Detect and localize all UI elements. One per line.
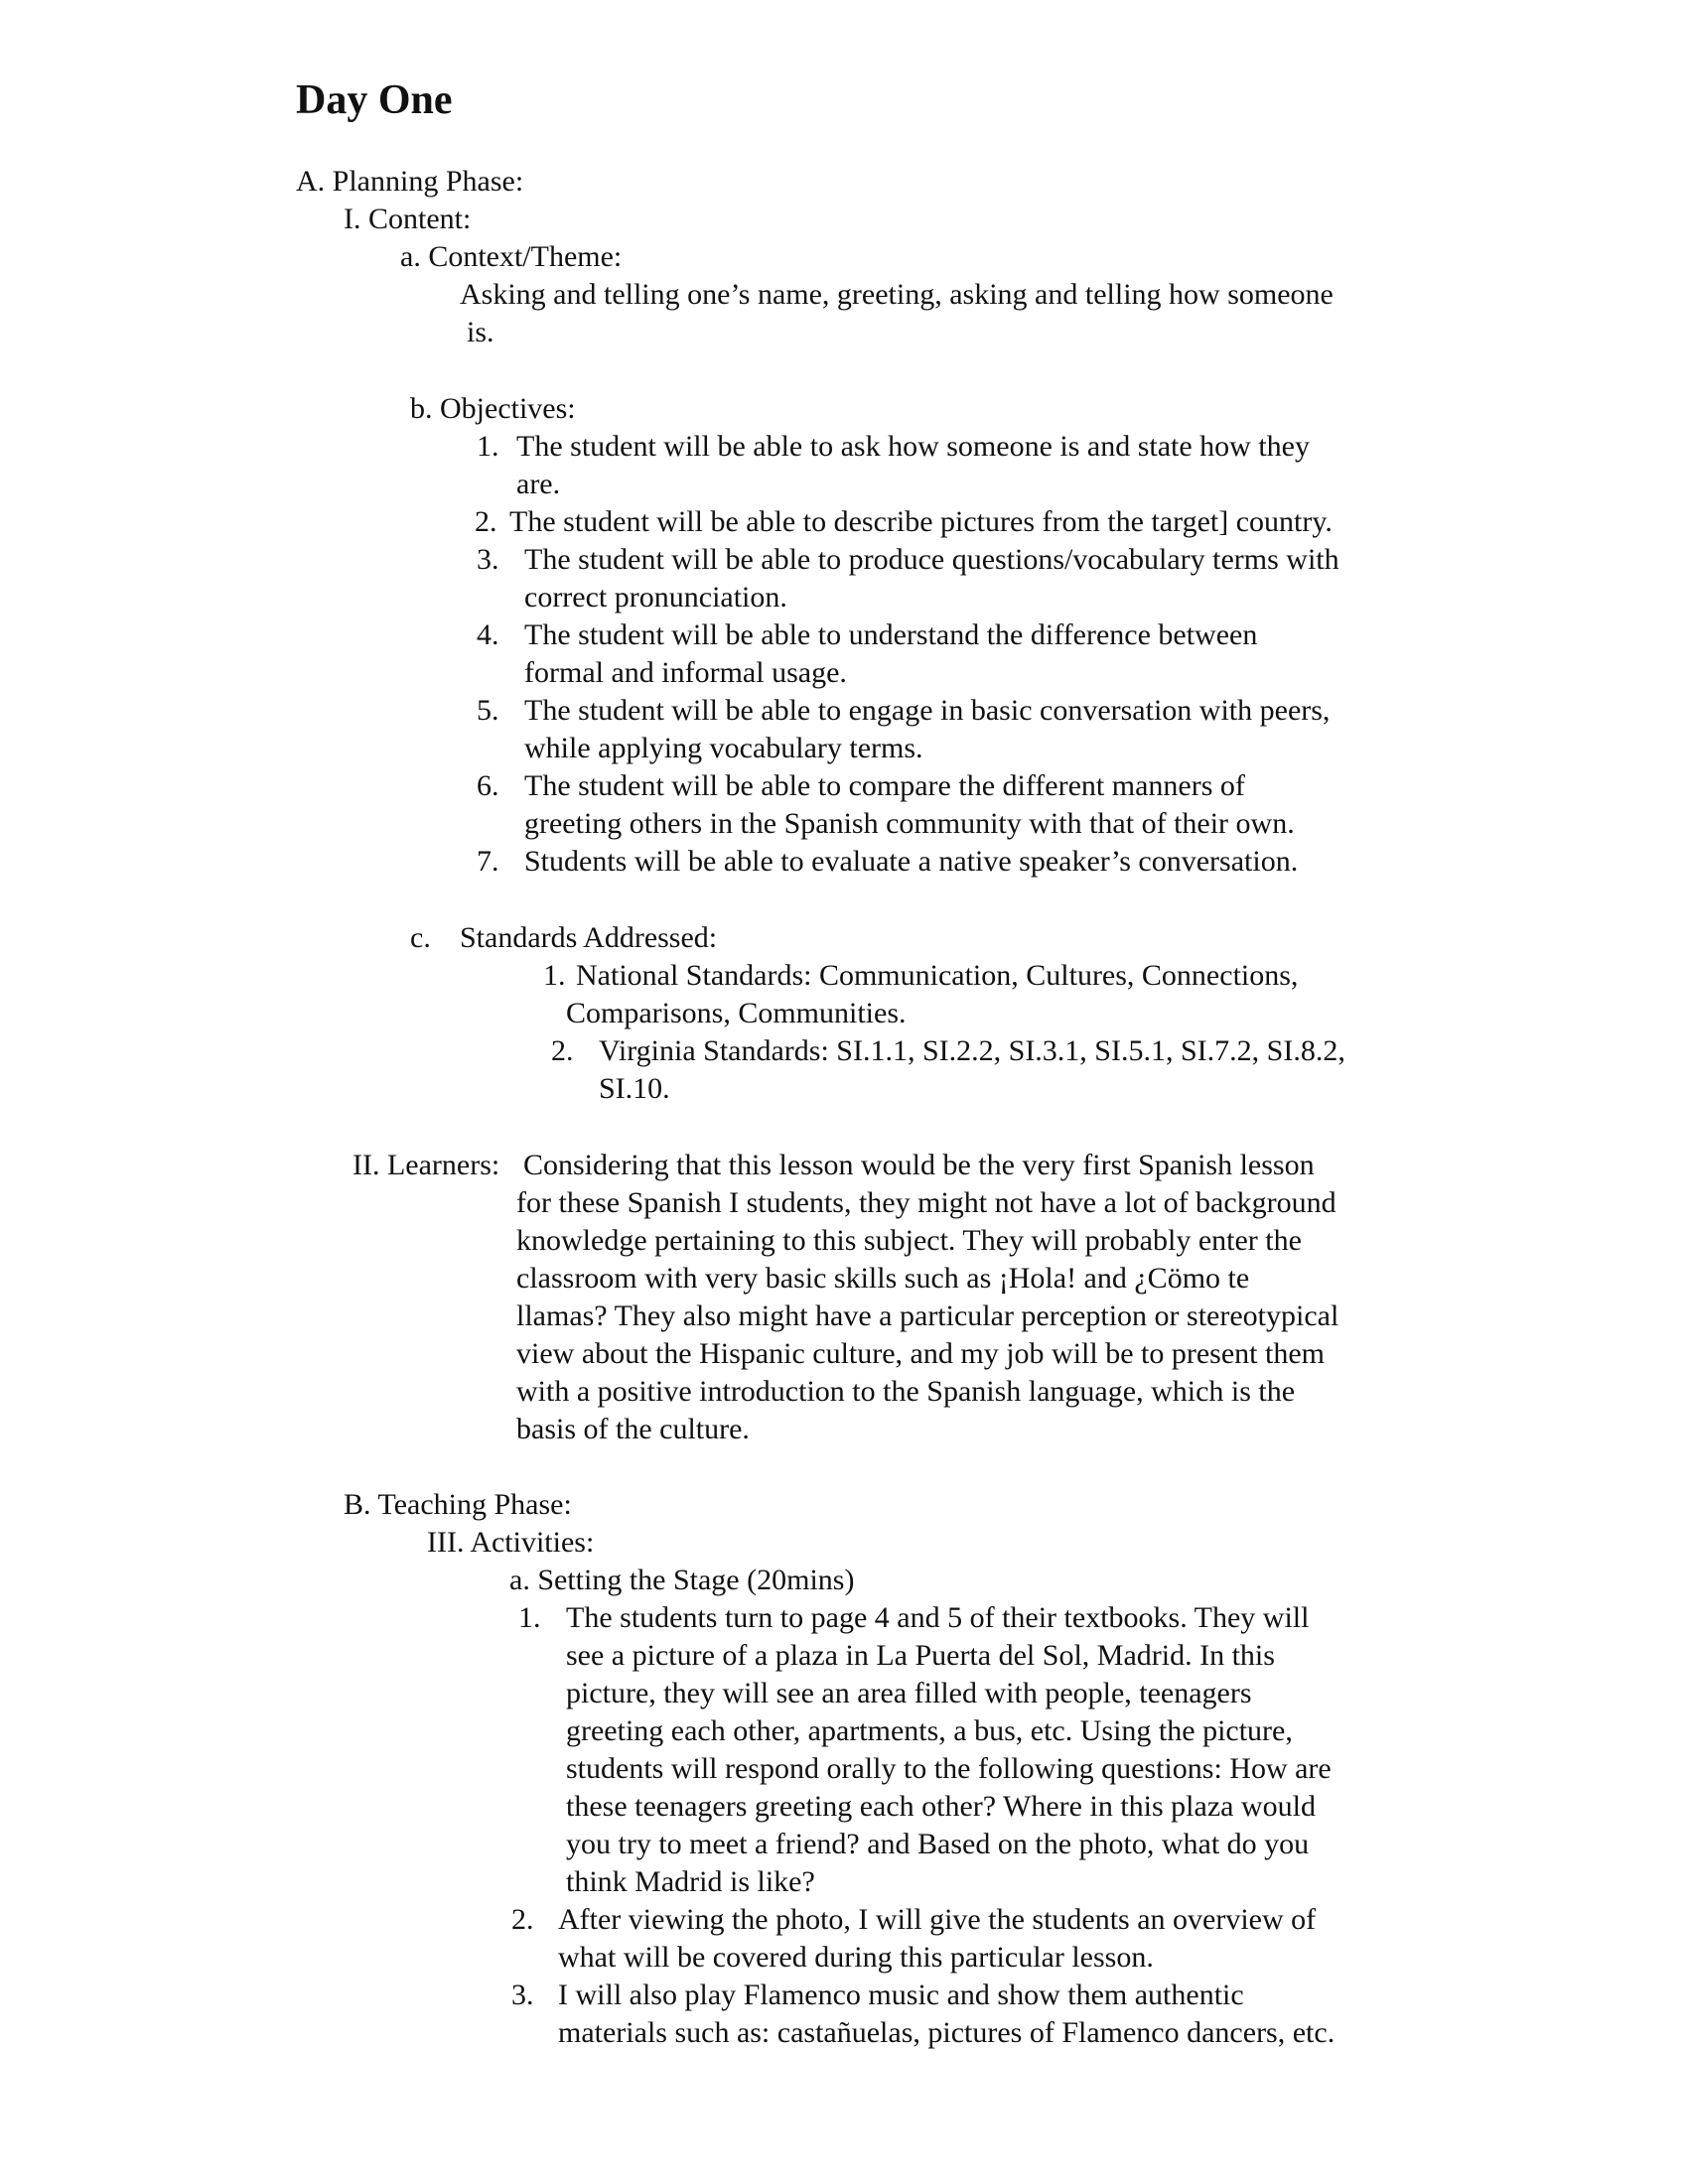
standards-heading: Standards Addressed:: [460, 921, 718, 954]
activity-line: After viewing the photo, I will give the students an overview of: [558, 1903, 1317, 1936]
standard-line: National Standards: Communication, Cultures, Connections,: [576, 959, 1299, 992]
learners-line: llamas? They also might have a particular perception or stereotypical: [516, 1299, 1339, 1332]
objective-line: The student will be able to understand the difference between: [524, 618, 1258, 651]
objective-number: 3.: [477, 543, 499, 576]
objective-number: 6.: [477, 769, 499, 802]
activity-line: these teenagers greeting each other? Where in this plaza would: [566, 1790, 1316, 1823]
objective-line: The student will be able to engage in basic conversation with peers,: [524, 694, 1331, 727]
standard-line: Virginia Standards: SI.1.1, SI.2.2, SI.3.1, SI.5.1, SI.7.2, SI.8.2,: [599, 1034, 1345, 1067]
teaching-phase-heading: B. Teaching Phase:: [344, 1488, 572, 1521]
activity-line: see a picture of a plaza in La Puerta del Sol, Madrid. In this: [566, 1639, 1275, 1672]
planning-phase-heading: A. Planning Phase:: [296, 165, 524, 198]
objective-number: 2.: [475, 505, 497, 538]
activities-heading: III. Activities:: [427, 1526, 595, 1559]
learners-line: Considering that this lesson would be the very first Spanish lesson: [523, 1149, 1315, 1181]
setting-stage-heading: a. Setting the Stage (20mins): [509, 1564, 855, 1596]
learners-line: classroom with very basic skills such as ¡Hola! and ¿Cömo te: [516, 1262, 1250, 1295]
context-line-1: Asking and telling one’s name, greeting, asking and telling how someone: [460, 278, 1334, 311]
standards-label: c.: [410, 921, 431, 954]
activity-line: I will also play Flamenco music and show them authentic: [558, 1979, 1244, 2011]
objective-line: The student will be able to ask how someone is and state how they: [516, 430, 1310, 463]
objective-number: 1.: [477, 430, 499, 463]
learners-line: for these Spanish I students, they might not have a lot of background: [516, 1186, 1336, 1219]
context-line-2: is.: [467, 316, 494, 348]
activity-line: students will respond orally to the following questions: How are: [566, 1752, 1332, 1785]
activity-line: think Madrid is like?: [566, 1865, 815, 1898]
activity-line: picture, they will see an area filled with people, teenagers: [566, 1677, 1252, 1709]
activity-line: what will be covered during this particular lesson.: [558, 1941, 1154, 1974]
standard-number: 1.: [543, 959, 566, 992]
learners-line: basis of the culture.: [516, 1413, 750, 1445]
activity-line: you try to meet a friend? and Based on the photo, what do you: [566, 1828, 1310, 1860]
objective-line: greeting others in the Spanish community with that of their own.: [524, 807, 1295, 840]
content-heading: I. Content:: [344, 203, 472, 235]
activity-number: 2.: [511, 1903, 534, 1936]
activity-line: materials such as: castañuelas, pictures of Flamenco dancers, etc.: [558, 2016, 1336, 2049]
objective-number: 4.: [477, 618, 499, 651]
context-theme-heading: a. Context/Theme:: [400, 240, 623, 273]
activity-number: 3.: [511, 1979, 534, 2011]
objectives-heading: b. Objectives:: [410, 392, 576, 425]
objective-line: formal and informal usage.: [524, 656, 847, 689]
learners-line: knowledge pertaining to this subject. They will probably enter the: [516, 1224, 1302, 1257]
objective-line: are.: [516, 468, 561, 500]
activity-line: The students turn to page 4 and 5 of their textbooks. They will: [566, 1601, 1310, 1634]
page-title: Day One: [296, 77, 453, 123]
activity-number: 1.: [518, 1601, 541, 1634]
objective-line: Students will be able to evaluate a native speaker’s conversation.: [524, 845, 1299, 878]
standard-line: Comparisons, Communities.: [566, 997, 907, 1029]
objective-line: The student will be able to compare the different manners of: [524, 769, 1245, 802]
objective-line: The student will be able to describe pictures from the target] country.: [509, 505, 1333, 538]
objective-line: while applying vocabulary terms.: [524, 732, 923, 764]
objective-line: correct pronunciation.: [524, 581, 787, 614]
objective-line: The student will be able to produce questions/vocabulary terms with: [524, 543, 1339, 576]
learners-line: view about the Hispanic culture, and my job will be to present them: [516, 1337, 1325, 1370]
learners-label: II. Learners:: [352, 1149, 500, 1181]
activity-line: greeting each other, apartments, a bus, etc. Using the picture,: [566, 1714, 1293, 1747]
standard-line: SI.10.: [599, 1072, 670, 1105]
learners-line: with a positive introduction to the Spanish language, which is the: [516, 1375, 1296, 1408]
standard-number: 2.: [551, 1034, 574, 1067]
objective-number: 7.: [477, 845, 499, 878]
objective-number: 5.: [477, 694, 499, 727]
